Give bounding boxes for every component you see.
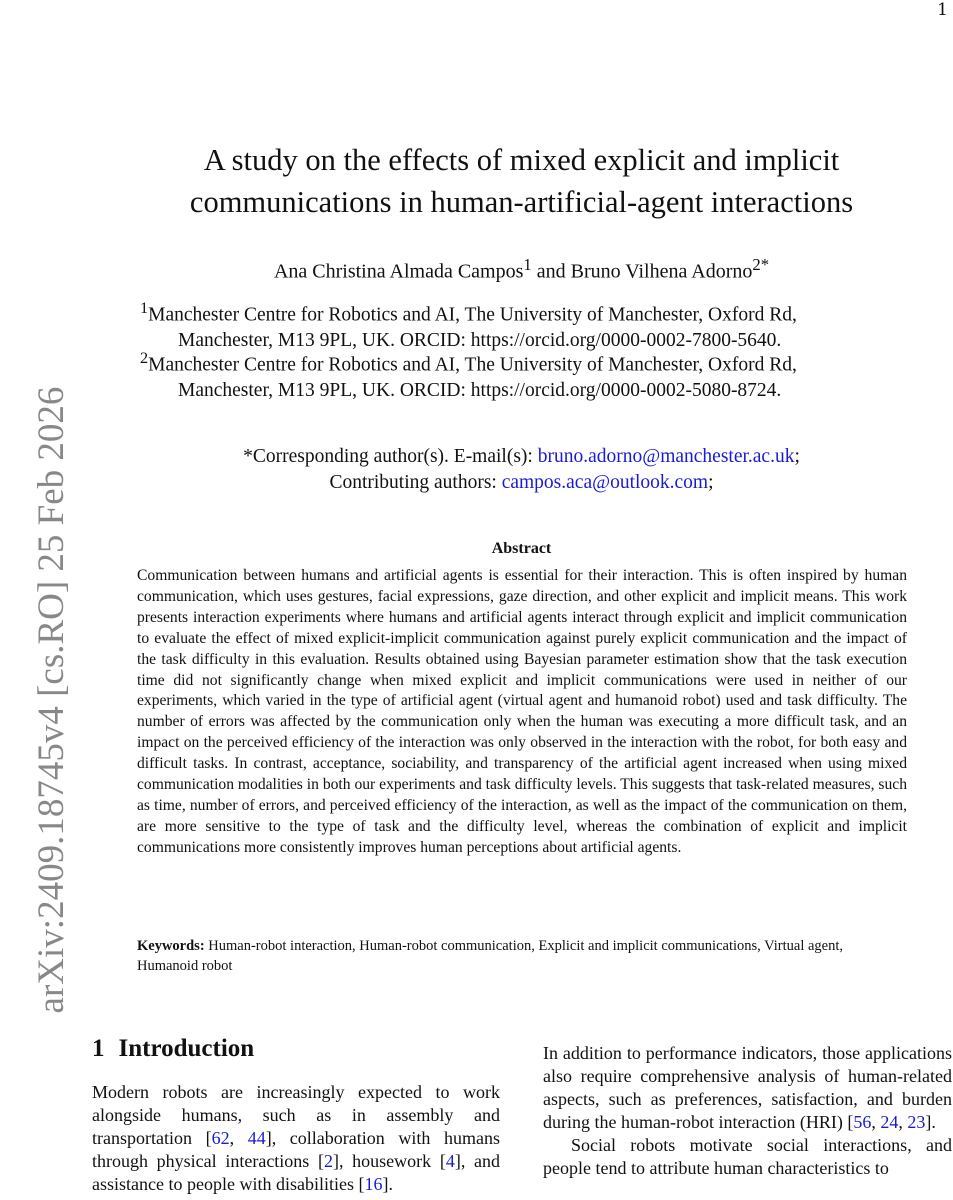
corresponding-prefix: *Corresponding author(s). E-mail(s): xyxy=(243,446,538,467)
contributing-suffix: ; xyxy=(708,472,714,493)
title-line-2: communications in human-artificial-agent interactions xyxy=(189,185,854,219)
section-number: 1 xyxy=(92,1035,105,1062)
text-run: ]. xyxy=(925,1112,936,1132)
keywords xyxy=(137,936,907,976)
citation-link[interactable]: 4 xyxy=(445,1151,455,1171)
affiliation-2-line-1: Manchester Centre for Robotics and AI, The University of Manchester, Oxford Rd, xyxy=(148,354,797,376)
intro-paragraph-3: Social robots motivate social interactions, and people tend to attribute human characteristics to xyxy=(543,1135,952,1178)
affiliation-1-line-2: Manchester, M13 9PL, UK. ORCID: https://orcid.org/0000-0002-7800-5640. xyxy=(178,329,782,351)
text-run: , xyxy=(229,1128,248,1148)
text-run: , xyxy=(871,1112,881,1132)
text-run: ], and assistance to people with disabilities [ xyxy=(92,1151,500,1194)
intro-paragraph-2 xyxy=(543,1042,952,1134)
intro-paragraph-1 xyxy=(92,1081,500,1196)
arxiv-stamp: arXiv:2409.18745v4 [cs.RO] 25 Feb 2026 xyxy=(31,386,72,1014)
contributing-prefix: Contributing authors: xyxy=(329,472,502,493)
section-heading xyxy=(92,1035,268,1063)
author-2-affil: 2* xyxy=(752,255,770,274)
left-column xyxy=(92,1081,500,1196)
section-title: Introduction xyxy=(118,1035,255,1062)
paper-title xyxy=(120,139,923,223)
affiliation-1-line-1: Manchester Centre for Robotics and AI, The University of Manchester, Oxford Rd, xyxy=(148,304,797,326)
right-column xyxy=(543,1042,952,1180)
affiliation-2 xyxy=(140,346,910,403)
affiliation-2-marker: 2 xyxy=(140,349,149,367)
author-2: Bruno Vilhena Adorno xyxy=(570,260,753,283)
citation-link[interactable]: 24 xyxy=(880,1112,899,1132)
title-line-1: A study on the effects of mixed explicit and implicit xyxy=(203,143,840,177)
author-conjunction: and xyxy=(531,260,571,283)
abstract-heading: Abstract xyxy=(491,540,552,557)
citation-link[interactable]: 2 xyxy=(323,1151,333,1171)
text-run: ], housework [ xyxy=(332,1151,446,1171)
citation-link[interactable]: 16 xyxy=(364,1174,383,1194)
citation-link[interactable]: 62 xyxy=(211,1128,230,1148)
citation-link[interactable]: 23 xyxy=(907,1112,926,1132)
keywords-label: Keywords: xyxy=(137,938,205,954)
keywords-text: Human-robot interaction, Human-robot communication, Explicit and implicit communications, Virtual agent, Humanoid robot xyxy=(137,938,847,974)
affiliation-1-marker: 1 xyxy=(140,299,149,317)
corresponding-suffix: ; xyxy=(794,446,800,467)
affiliation-2-line-2: Manchester, M13 9PL, UK. ORCID: https://orcid.org/0000-0002-5080-8724. xyxy=(178,379,782,401)
citation-link[interactable]: 44 xyxy=(247,1128,266,1148)
contributing-email-link[interactable]: campos.aca@outlook.com xyxy=(501,472,709,493)
author-list xyxy=(120,255,923,284)
author-1: Ana Christina Almada Campos xyxy=(273,260,524,283)
author-1-affil: 1 xyxy=(523,255,532,274)
corresponding-info xyxy=(120,444,923,496)
text-run: ]. xyxy=(382,1174,393,1194)
corresponding-email-link[interactable]: bruno.adorno@manchester.ac.uk xyxy=(537,446,795,467)
page-number: 1 xyxy=(937,0,948,20)
text-run: , xyxy=(898,1112,908,1132)
citation-link[interactable]: 56 xyxy=(853,1112,872,1132)
text-run: ], collaboration with humans through physical interactions [ xyxy=(92,1128,500,1171)
abstract-text: Communication between humans and artificial agents is essential for their interaction. This is often inspired by human communication, which uses gestures, facial expressions, gaze direction, and other explicit and implicit means. This work presents interaction experiments where humans and artificial agents interact through explicit and implicit communication to evaluate the effect of mixed explicit-implicit communication against purely explicit communication and the impact of the task difficulty in this evaluation. Results obtained using Bayesian parameter estimation show that the task execution time did not significantly change when mixed explicit and implicit communications were used in neither of our experiments, which varied in the type of artificial agent (virtual agent and humanoid robot) used and task difficulty. The number of errors was affected by the communication only when the human was executing a more difficult task, and an impact on the perceived efficiency of the interaction was only observed in the interaction with the robot, for both easy and difficult tasks. In contrast, acceptance, sociability, and transparency of the artificial agent increased when using mixed communication modalities in both our experiments and task difficulty levels. This suggests that task-related measures, such as time, number of errors, and perceived efficiency of the interaction, as well as the impact of the communication on them, are more sensitive to the type of task and the difficulty level, whereas the combination of explicit and implicit communications more consistently improves human perceptions about artificial agents. xyxy=(137,567,907,856)
affiliation-1 xyxy=(140,296,910,353)
text-run: Modern robots are increasingly expected to work alongside humans, such as in assembly and transportation [ xyxy=(92,1082,500,1148)
text-run: In addition to performance indicators, those applications also require comprehensive analysis of human-related aspects, such as preferences, satisfaction, and burden during the human-robot interaction (HRI) [ xyxy=(543,1043,952,1132)
